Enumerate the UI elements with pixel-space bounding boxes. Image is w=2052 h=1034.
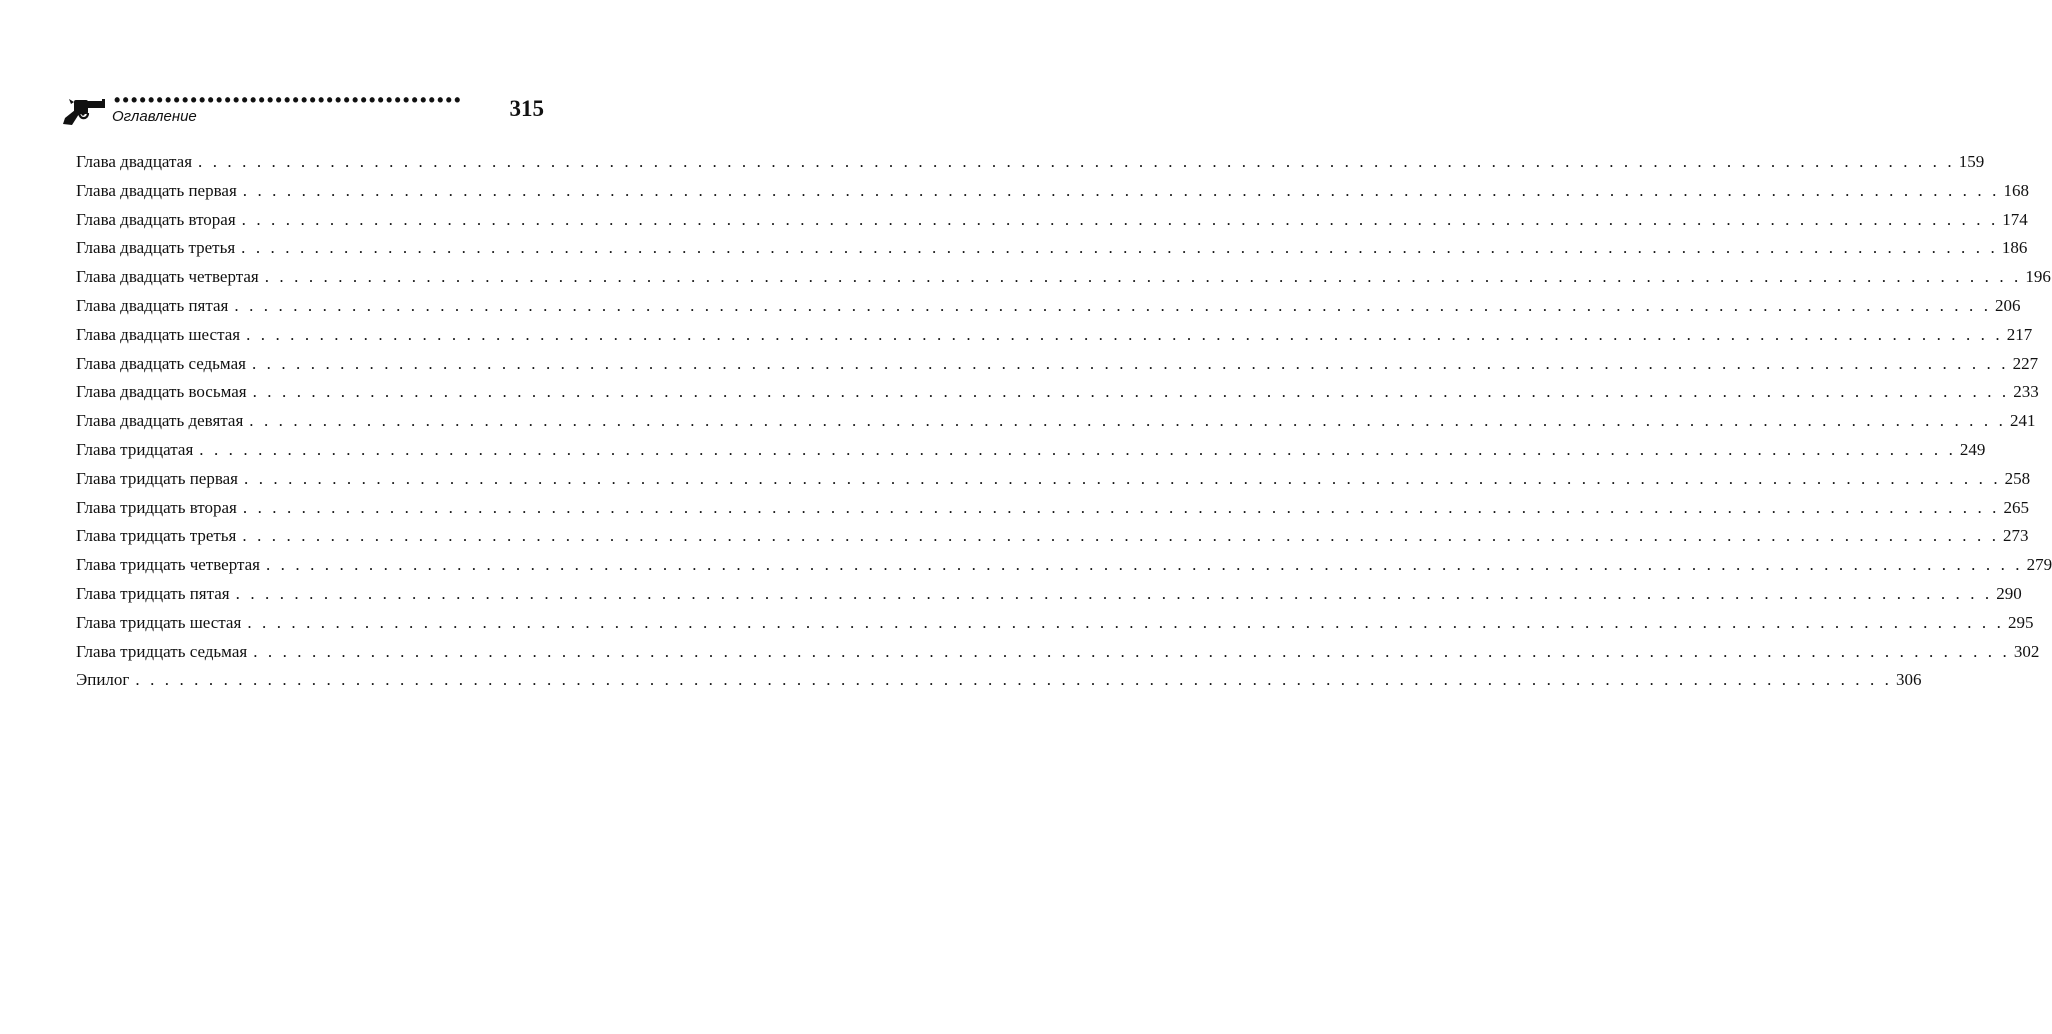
toc-entry-page: 258: [2004, 468, 2031, 488]
toc-dot-leader: . . . . . . . . . . . . . . . . . . . . . . . . . . . . . . . . . . . . . . . . . . . . . . . . . . . . . . . . . . . . . . . . . . . . . . . . . . . . . . . . . . . . . . . . . . . . . . . . . . . . . . . . . . . . . . . . . . . . . . . .: [249, 411, 2006, 431]
toc-entry-title: Глава двадцать девятая: [76, 411, 244, 431]
toc-entry: [76, 582, 2022, 611]
revolver-icon: [62, 98, 106, 126]
toc-dot-leader: . . . . . . . . . . . . . . . . . . . . . . . . . . . . . . . . . . . . . . . . . . . . . . . . . . . . . . . . . . . . . . . . . . . . . . . . . . . . . . . . . . . . . . . . . . . . . . . . . . . . . . . . . . . . . . . . . . . . . . . .: [251, 353, 2009, 373]
toc-dot-leader: . . . . . . . . . . . . . . . . . . . . . . . . . . . . . . . . . . . . . . . . . . . . . . . . . . . . . . . . . . . . . . . . . . . . . . . . . . . . . . . . . . . . . . . . . . . . . . . . . . . . . . . . . . . . . . . . . . . . . . . .: [242, 497, 2000, 517]
toc-entry: [76, 668, 1922, 697]
toc-dot-leader: . . . . . . . . . . . . . . . . . . . . . . . . . . . . . . . . . . . . . . . . . . . . . . . . . . . . . . . . . . . . . . . . . . . . . . . . . . . . . . . . . . . . . . . . . . . . . . . . . . . . . . . . . . . . . . . . . . . . . . . .: [241, 209, 1999, 229]
toc-entry: [76, 150, 1985, 179]
toc-entry-title: Глава двадцать первая: [76, 180, 237, 200]
page-number: 315: [509, 96, 544, 121]
toc-entry: [76, 553, 2052, 582]
toc-entry-title: Глава двадцать четвертая: [76, 267, 259, 287]
toc-entry-title: Глава двадцать шестая: [76, 324, 241, 344]
toc-entry-title: Глава тридцать третья: [76, 526, 237, 546]
toc-entry-title: Глава тридцать пятая: [76, 583, 230, 603]
toc-entry: [76, 352, 2039, 381]
toc-entry-page: 306: [1896, 670, 1922, 690]
toc-entry-title: Глава тридцать первая: [76, 468, 239, 488]
toc-dot-leader: . . . . . . . . . . . . . . . . . . . . . . . . . . . . . . . . . . . . . . . . . . . . . . . . . . . . . . . . . . . . . . . . . . . . . . . . . . . . . . . . . . . . . . . . . . . . . . . . . . . . . . . . . . . . . . . . . . . . . . . .: [265, 555, 2023, 575]
toc-dot-leader: . . . . . . . . . . . . . . . . . . . . . . . . . . . . . . . . . . . . . . . . . . . . . . . . . . . . . . . . . . . . . . . . . . . . . . . . . . . . . . . . . . . . . . . . . . . . . . . . . . . . . . . . . . . . . . . . . . . . . . . .: [244, 468, 2001, 488]
toc-entry: [76, 438, 1986, 467]
toc-entry: [76, 265, 2051, 294]
toc-dot-leader: . . . . . . . . . . . . . . . . . . . . . . . . . . . . . . . . . . . . . . . . . . . . . . . . . . . . . . . . . . . . . . . . . . . . . . . . . . . . . . . . . . . . . . . . . . . . . . . . . . . . . . . . . . . . . . . . . . . . . . . .: [247, 612, 2004, 632]
toc-entry: [76, 179, 2029, 208]
toc-dot-leader: . . . . . . . . . . . . . . . . . . . . . . . . . . . . . . . . . . . . . . . . . . . . . . . . . . . . . . . . . . . . . . . . . . . . . . . . . . . . . . . . . . . . . . . . . . . . . . . . . . . . . . . . . . . . . . . . . . . . . . . .: [252, 382, 2010, 402]
toc-entry-page: 159: [1958, 152, 1985, 171]
toc-entry-title: Глава тридцать четвертая: [76, 555, 260, 575]
toc-entry-page: 249: [1959, 439, 1986, 459]
toc-entry-page: 241: [2009, 411, 2036, 431]
toc-entry-page: 233: [2013, 382, 2039, 402]
toc-entry: [76, 380, 2039, 409]
toc-entry-title: Глава двадцать седьмая: [76, 353, 246, 373]
toc-entry-page: 227: [2012, 353, 2039, 373]
toc-entry-page: 186: [2001, 238, 2028, 258]
header-dot-rule: •••••••••••••••••••••••••••••••••••••••••: [114, 90, 463, 110]
toc-entry: [76, 236, 2028, 265]
toc-dot-leader: . . . . . . . . . . . . . . . . . . . . . . . . . . . . . . . . . . . . . . . . . . . . . . . . . . . . . . . . . . . . . . . . . . . . . . . . . . . . . . . . . . . . . . . . . . . . . . . . . . . . . . . . . . . . . . . . . . . . . . . .: [234, 295, 1992, 315]
toc-entry-title: Глава двадцать вторая: [76, 209, 236, 229]
toc-entry-page: 290: [1996, 583, 2022, 603]
toc-dot-leader: . . . . . . . . . . . . . . . . . . . . . . . . . . . . . . . . . . . . . . . . . . . . . . . . . . . . . . . . . . . . . . . . . . . . . . . . . . . . . . . . . . . . . . . . . . . . . . . . . . . . . . . . . . . . . . . . . . . . . . . .: [264, 267, 2022, 287]
toc-entry: [76, 323, 2033, 352]
toc-entry-title: Глава двадцать пятая: [76, 295, 229, 315]
toc-entry-page: 302: [2013, 641, 2040, 661]
toc-entry: [76, 611, 2034, 640]
table-of-contents: [76, 150, 2052, 697]
toc-dot-leader: . . . . . . . . . . . . . . . . . . . . . . . . . . . . . . . . . . . . . . . . . . . . . . . . . . . . . . . . . . . . . . . . . . . . . . . . . . . . . . . . . . . . . . . . . . . . . . . . . . . . . . . . . . . . . . . . . . . . . . . .: [135, 670, 1893, 690]
toc-entry-title: Глава тридцать седьмая: [76, 641, 248, 661]
toc-dot-leader: . . . . . . . . . . . . . . . . . . . . . . . . . . . . . . . . . . . . . . . . . . . . . . . . . . . . . . . . . . . . . . . . . . . . . . . . . . . . . . . . . . . . . . . . . . . . . . . . . . . . . . . . . . . . . . . . . . . . . . . .: [242, 180, 2000, 200]
toc-entry-page: 279: [2026, 555, 2052, 575]
toc-entry-page: 273: [2003, 526, 2029, 546]
toc-entry-title: Глава двадцать восьмая: [76, 382, 247, 402]
toc-entry: [76, 208, 2028, 237]
header-title: Оглавление: [112, 108, 197, 125]
toc-entry-title: Глава двадцать третья: [76, 238, 236, 258]
running-header: [62, 92, 544, 132]
toc-entry: [76, 409, 2036, 438]
toc-dot-leader: . . . . . . . . . . . . . . . . . . . . . . . . . . . . . . . . . . . . . . . . . . . . . . . . . . . . . . . . . . . . . . . . . . . . . . . . . . . . . . . . . . . . . . . . . . . . . . . . . . . . . . . . . . . . . . . . . . . . . . . .: [253, 641, 2010, 661]
toc-entry-title: Эпилог: [76, 670, 130, 690]
toc-entry-title: Глава тридцать вторая: [76, 497, 237, 517]
toc-entry-title: Глава двадцатая: [76, 152, 193, 171]
toc-dot-leader: . . . . . . . . . . . . . . . . . . . . . . . . . . . . . . . . . . . . . . . . . . . . . . . . . . . . . . . . . . . . . . . . . . . . . . . . . . . . . . . . . . . . . . . . . . . . . . . . . . . . . . . . . . . . . . . . . . . . . . . .: [242, 526, 2000, 546]
toc-entry-page: 295: [2007, 612, 2034, 632]
toc-entry-page: 174: [2002, 209, 2028, 229]
toc-entry-page: 168: [2003, 180, 2029, 200]
toc-entry: [76, 294, 2021, 323]
toc-dot-leader: . . . . . . . . . . . . . . . . . . . . . . . . . . . . . . . . . . . . . . . . . . . . . . . . . . . . . . . . . . . . . . . . . . . . . . . . . . . . . . . . . . . . . . . . . . . . . . . . . . . . . . . . . . . . . . . . . . . . . . . .: [199, 439, 1956, 459]
toc-entry-page: 217: [2006, 324, 2033, 344]
toc-dot-leader: . . . . . . . . . . . . . . . . . . . . . . . . . . . . . . . . . . . . . . . . . . . . . . . . . . . . . . . . . . . . . . . . . . . . . . . . . . . . . . . . . . . . . . . . . . . . . . . . . . . . . . . . . . . . . . . . . . . . . . . .: [241, 238, 1998, 258]
toc-entry: [76, 524, 2029, 553]
toc-entry-page: 265: [2003, 497, 2030, 517]
toc-dot-leader: . . . . . . . . . . . . . . . . . . . . . . . . . . . . . . . . . . . . . . . . . . . . . . . . . . . . . . . . . . . . . . . . . . . . . . . . . . . . . . . . . . . . . . . . . . . . . . . . . . . . . . . . . . . . . . . . . . . . . . . .: [235, 583, 1993, 603]
toc-entry: [76, 467, 2031, 496]
toc-entry-page: 196: [2025, 267, 2051, 287]
toc-entry-page: 206: [1995, 295, 2021, 315]
toc-entry: [76, 640, 2040, 669]
toc-dot-leader: . . . . . . . . . . . . . . . . . . . . . . . . . . . . . . . . . . . . . . . . . . . . . . . . . . . . . . . . . . . . . . . . . . . . . . . . . . . . . . . . . . . . . . . . . . . . . . . . . . . . . . . . . . . . . . . . . . . . . . . .: [198, 152, 1955, 171]
toc-dot-leader: . . . . . . . . . . . . . . . . . . . . . . . . . . . . . . . . . . . . . . . . . . . . . . . . . . . . . . . . . . . . . . . . . . . . . . . . . . . . . . . . . . . . . . . . . . . . . . . . . . . . . . . . . . . . . . . . . . . . . . . .: [246, 324, 2003, 344]
toc-entry-title: Глава тридцать шестая: [76, 612, 242, 632]
toc-entry: [76, 496, 2030, 525]
toc-entry-title: Глава тридцатая: [76, 439, 194, 459]
